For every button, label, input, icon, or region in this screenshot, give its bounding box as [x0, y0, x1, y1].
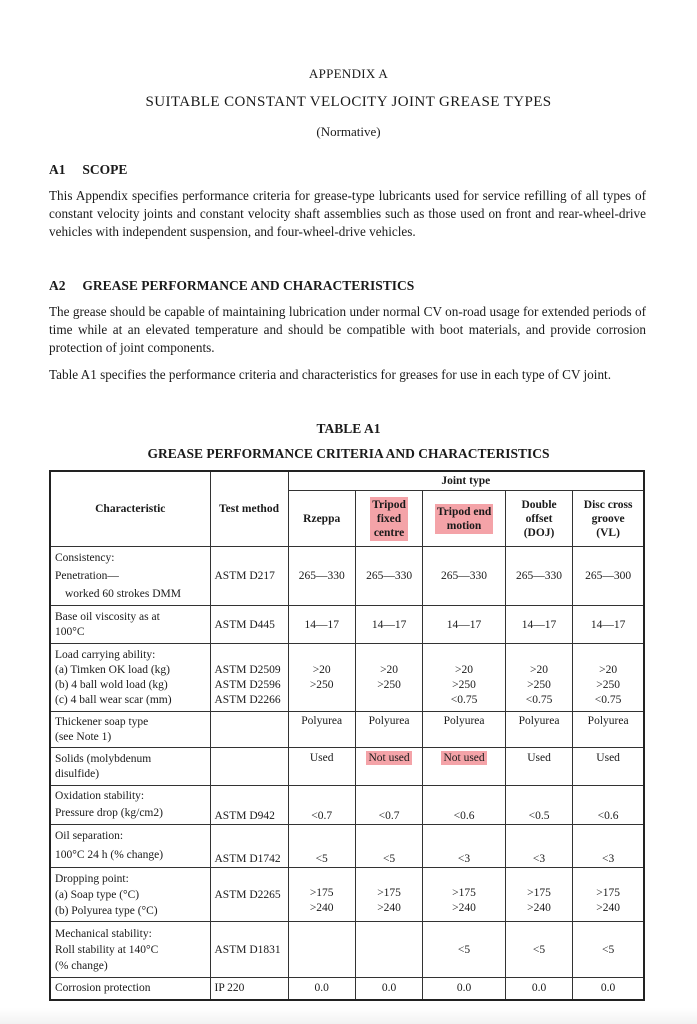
value-line: >175	[377, 886, 401, 899]
value-cell: 265—330	[423, 547, 506, 606]
value-cell: 14—17	[423, 606, 506, 644]
appendix-label: APPENDIX A	[308, 66, 389, 81]
value-cell: 0.0	[505, 978, 572, 1000]
value-line: >20	[380, 663, 399, 676]
row-label-line: worked 60 strokes DMM	[65, 588, 181, 600]
value-cell: 14—17	[355, 606, 422, 644]
row-label-line: Pressure drop (kg/cm2)	[55, 807, 163, 819]
row-label-line: (a) Timken OK load (kg)	[55, 663, 170, 676]
value-cell: <0.7	[288, 786, 355, 825]
value-cell: <0.6	[573, 786, 644, 825]
header-line: Tripod end	[436, 505, 492, 518]
test-method-cell: ASTM D2265	[210, 868, 288, 922]
row-label-line: 100°C 24 h (% change)	[55, 849, 164, 861]
value-cell: <5	[423, 922, 506, 978]
table-caption: GREASE PERFORMANCE CRITERIA AND CHARACTERISTICS	[147, 446, 550, 461]
value-cell: <0.6	[423, 786, 506, 825]
header-line: groove	[591, 512, 625, 525]
value-line: >250	[596, 678, 620, 691]
header-line: offset	[525, 512, 553, 525]
test-method-cell: ASTM D1831	[210, 922, 288, 978]
value-cell: <5	[573, 922, 644, 978]
value-cell: Used	[573, 748, 644, 786]
row-label-line: Base oil viscosity as at	[55, 610, 160, 623]
header-line: Double	[521, 498, 557, 511]
col-header-tripod-end	[423, 491, 506, 547]
value-cell	[423, 868, 506, 922]
value-cell: <3	[423, 825, 506, 868]
value-line: >175	[596, 886, 620, 899]
value-cell: 265—330	[355, 547, 422, 606]
value-line: >240	[377, 901, 401, 914]
table-row	[50, 547, 644, 606]
header-line: Tripod	[372, 498, 406, 511]
row-label-line: Oxidation stability:	[55, 790, 145, 802]
row-label-line: Penetration—	[55, 570, 119, 582]
row-label-line: Mechanical stability:	[55, 927, 152, 940]
value-line: >175	[452, 886, 476, 899]
value-cell: <0.5	[505, 786, 572, 825]
value-cell: 0.0	[288, 978, 355, 1000]
header-line: (DOJ)	[523, 526, 555, 539]
value-line: >175	[527, 886, 551, 899]
value-line: >20	[530, 663, 549, 676]
test-method-cell: IP 220	[210, 978, 288, 1000]
row-label-line: Consistency:	[55, 552, 115, 564]
row-label	[50, 606, 210, 644]
table-header-row	[50, 471, 644, 491]
row-label	[50, 825, 210, 868]
header-line: centre	[373, 526, 405, 539]
normative-label: (Normative)	[316, 124, 381, 139]
value-line: <0.75	[594, 693, 622, 706]
value-cell: Polyurea	[355, 712, 422, 748]
row-label-line: (% change)	[55, 959, 108, 972]
row-label	[50, 748, 210, 786]
value-line: <0.75	[525, 693, 553, 706]
row-label-line: (b) Polyurea type (°C)	[55, 904, 158, 917]
value-cell	[505, 644, 572, 712]
table-row	[50, 748, 644, 786]
value-cell	[573, 868, 644, 922]
row-label: Corrosion protection	[50, 978, 210, 1000]
value-cell: Polyurea	[573, 712, 644, 748]
value-cell: 265—330	[288, 547, 355, 606]
value-cell: <3	[573, 825, 644, 868]
test-method-cell: ASTM D1742	[210, 825, 288, 868]
highlighted-value: Not used	[368, 752, 410, 764]
value-cell: 0.0	[573, 978, 644, 1000]
method-line: ASTM D2596	[214, 678, 281, 691]
row-label-line: 100°C	[55, 625, 85, 638]
value-line: >250	[527, 678, 551, 691]
row-label-line: (c) 4 ball wear scar (mm)	[55, 693, 172, 706]
highlighted-value: Not used	[443, 752, 485, 764]
value-cell: 0.0	[355, 978, 422, 1000]
value-cell	[505, 868, 572, 922]
value-line	[293, 693, 351, 708]
col-header-joint-type: Joint type	[288, 471, 644, 491]
col-header-test-method: Test method	[210, 471, 288, 547]
value-cell: 14—17	[288, 606, 355, 644]
section-title: GREASE PERFORMANCE AND CHARACTERISTICS	[82, 278, 415, 293]
row-label-line: Dropping point:	[55, 872, 129, 885]
header-line: fixed	[376, 512, 402, 525]
section-a2-para1: The grease should be capable of maintaining lubrication under normal CV on-road usage for extended periods of time while at an elevated temperature and should be compatible with boot materials, and provide corrosion protection of joint components.	[49, 304, 646, 355]
value-cell: 265—330	[505, 547, 572, 606]
page-bottom-edge	[0, 1008, 697, 1024]
value-cell	[355, 868, 422, 922]
value-cell: 14—17	[505, 606, 572, 644]
table-row	[50, 712, 644, 748]
value-cell: <5	[505, 922, 572, 978]
value-line: >175	[309, 886, 334, 899]
value-cell: Used	[288, 748, 355, 786]
value-cell	[355, 748, 422, 786]
section-a1-heading	[49, 162, 127, 178]
value-line: >250	[309, 678, 334, 691]
col-header-tripod-fixed	[355, 491, 422, 547]
table-row	[50, 825, 644, 868]
row-label	[50, 868, 210, 922]
value-cell	[423, 644, 506, 712]
test-method-cell: ASTM D217	[210, 547, 288, 606]
value-cell	[355, 922, 422, 978]
value-cell: <5	[355, 825, 422, 868]
col-header-characteristic: Characteristic	[50, 471, 210, 547]
row-label-line: Thickener soap type	[55, 715, 149, 728]
section-number: A1	[49, 162, 66, 177]
value-cell: <0.7	[355, 786, 422, 825]
row-label	[50, 786, 210, 825]
section-a2-heading	[49, 278, 414, 294]
row-label	[50, 547, 210, 606]
section-number: A2	[49, 278, 66, 293]
value-cell	[573, 644, 644, 712]
col-header-double-offset	[505, 491, 572, 547]
test-method-cell: ASTM D942	[210, 786, 288, 825]
value-cell: 0.0	[423, 978, 506, 1000]
section-title: SCOPE	[82, 162, 128, 177]
value-line: >240	[452, 901, 476, 914]
row-label-line: (a) Soap type (°C)	[55, 888, 140, 901]
value-cell: 265—300	[573, 547, 644, 606]
value-cell	[355, 644, 422, 712]
row-label	[50, 712, 210, 748]
value-cell	[423, 748, 506, 786]
value-cell: <3	[505, 825, 572, 868]
row-label-line: Roll stability at 140°C	[55, 943, 159, 956]
value-line: >20	[455, 663, 474, 676]
row-label-line: (see Note 1)	[55, 730, 112, 743]
test-method-cell	[210, 644, 288, 712]
value-line: >250	[452, 678, 476, 691]
value-cell: Polyurea	[505, 712, 572, 748]
table-row	[50, 786, 644, 825]
row-label-line: (b) 4 ball wold load (kg)	[55, 678, 168, 691]
value-line: <0.75	[450, 693, 478, 706]
row-label-line: disulfide)	[55, 767, 100, 780]
test-method-cell	[210, 712, 288, 748]
value-cell	[288, 644, 355, 712]
test-method-cell: ASTM D445	[210, 606, 288, 644]
value-cell	[288, 868, 355, 922]
value-cell: 14—17	[573, 606, 644, 644]
table-row	[50, 868, 644, 922]
grease-criteria-table	[49, 470, 645, 1001]
value-line: >240	[527, 901, 551, 914]
col-header-rzeppa: Rzeppa	[288, 491, 355, 547]
value-line: >240	[309, 901, 334, 914]
value-line	[360, 693, 418, 708]
table-row	[50, 978, 644, 1000]
col-header-disc-cross	[573, 491, 644, 547]
value-line: >20	[599, 663, 618, 676]
value-cell: Used	[505, 748, 572, 786]
test-method-cell	[210, 748, 288, 786]
header-line: (VL)	[596, 526, 620, 539]
header-line: Disc cross	[583, 498, 633, 511]
table-row	[50, 644, 644, 712]
row-label-line: Load carrying ability:	[55, 648, 156, 661]
row-label	[50, 644, 210, 712]
row-label	[50, 922, 210, 978]
method-line: ASTM D2509	[214, 663, 281, 676]
value-cell	[288, 922, 355, 978]
row-label-line: Oil separation:	[55, 830, 124, 842]
value-cell: Polyurea	[423, 712, 506, 748]
value-cell: Polyurea	[288, 712, 355, 748]
section-a2-para2: Table A1 specifies the performance criteria and characteristics for greases for use in each type of CV joint.	[49, 367, 611, 382]
value-line: >250	[377, 678, 401, 691]
table-label: TABLE A1	[316, 421, 381, 436]
value-line: >20	[312, 663, 331, 676]
appendix-title: SUITABLE CONSTANT VELOCITY JOINT GREASE TYPES	[145, 94, 552, 110]
section-a1-text: This Appendix specifies performance criteria for grease-type lubricants used for service refilling of all types of constant velocity joints and constant velocity shaft assemblies such as those used on front and rear-wheel-drive vehicles with independent suspension, and four-wheel-drive vehicles.	[49, 188, 646, 239]
value-line: >240	[596, 901, 620, 914]
method-line: ASTM D2266	[214, 693, 281, 706]
row-label-line: Solids (molybdenum	[55, 752, 152, 765]
table-row	[50, 606, 644, 644]
value-cell: <5	[288, 825, 355, 868]
header-line: motion	[446, 519, 482, 532]
table-row	[50, 922, 644, 978]
